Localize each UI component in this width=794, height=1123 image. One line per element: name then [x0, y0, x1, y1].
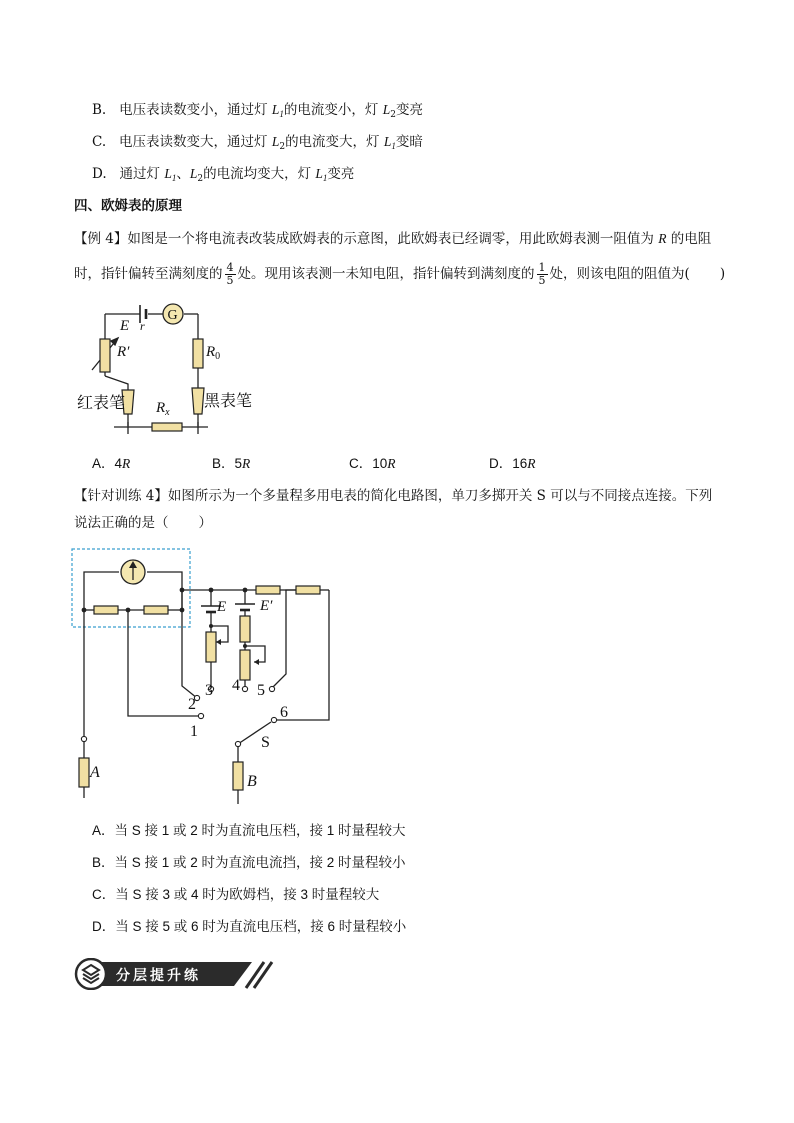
tr4-option-c: C．当 S 接 3 或 4 时为欧姆档，接 3 时量程较大 — [92, 887, 380, 902]
probe-b-label: B — [247, 773, 257, 790]
rprime-label: R′ — [117, 344, 130, 360]
fraction-1-5: $\frac{1}{5}$ — [538, 261, 546, 287]
resistor-r0 — [193, 339, 203, 368]
terminal-2-label: 2 — [188, 696, 196, 713]
ex4-option-a: A．4R — [92, 456, 131, 471]
probe-a-label: A — [90, 764, 100, 781]
ex4-option-c: C．10R — [349, 456, 396, 471]
multimeter-circuit-diagram — [66, 546, 346, 808]
option-b: B. 电压表读数变小，通过灯 $L_1$的电流变小，灯 $L_2$变亮 — [92, 102, 423, 120]
internal-resistance-label: r — [140, 319, 145, 333]
terminal-4-label: 4 — [232, 677, 240, 694]
terminal-6-label: 6 — [280, 704, 288, 721]
section-banner — [74, 958, 274, 990]
ex4-option-b: B．5R — [212, 456, 251, 471]
emf-e-label: E — [217, 599, 227, 615]
galvanometer-label: G — [167, 308, 178, 323]
series-resistor-2 — [296, 586, 320, 594]
example4-line1: 【例 4】如图是一个将电流表改装成欧姆表的示意图，此欧姆表已经调零，用此欧姆表测一阻值为 R 的电阻 — [74, 231, 712, 247]
series-resistor-1 — [256, 586, 280, 594]
terminal-1-label: 1 — [190, 723, 198, 740]
resistor-rx — [152, 423, 182, 431]
rheostat-e — [206, 632, 216, 662]
probe-b — [233, 762, 243, 790]
option-c: C. 电压表读数变大，通过灯 $L_2$的电流变大，灯 $L_1$变暗 — [92, 134, 423, 152]
training4-line1: 【针对训练 4】如图所示为一个多量程多用电表的简化电路图，单刀多掷开关 S 可以与不同接点连接。下列 — [74, 488, 713, 504]
terminal-3-label: 3 — [205, 682, 213, 699]
ohmmeter-circuit-diagram — [70, 296, 270, 440]
probe-a — [79, 758, 89, 787]
terminal-5-label: 5 — [257, 682, 265, 699]
ex4-option-d: D．16R — [489, 456, 536, 471]
emf-label: E — [120, 318, 130, 334]
red-pen-label: 红表笔 — [77, 393, 126, 412]
black-pen-label: 黑表笔 — [204, 391, 253, 410]
tr4-option-d: D．当 S 接 5 或 6 时为直流电压档，接 6 时量程较小 — [92, 919, 407, 934]
section-title: 四、欧姆表的原理 — [74, 198, 182, 214]
shunt-resistor-1 — [94, 606, 118, 614]
variable-resistor-rprime — [100, 339, 110, 372]
rheostat-eprime — [240, 650, 250, 680]
rx-label: $R_x$ — [156, 400, 170, 418]
fraction-4-5: $\frac{4}{5}$ — [226, 261, 234, 287]
r0-label: $R_0$ — [206, 344, 221, 362]
example4-line2: 时，指针偏转至满刻度的 $\frac{4}{5}$ 处。现用该表测一未知电阻，指针偏转到满刻度的 $\frac{1}{5}$ 处，则该电阻的阻值为( ) — [74, 261, 726, 287]
training4-line2: 说法正确的是（ ） — [74, 515, 213, 531]
switch-s-label: S — [261, 734, 270, 751]
option-d: D. 通过灯 $L_1$、$L_2$的电流均变大，灯 $L_1$变亮 — [92, 166, 355, 184]
banner-title: 分层提升练 — [116, 968, 201, 984]
emf-eprime-label: E′ — [260, 598, 273, 614]
tr4-option-b: B．当 S 接 1 或 2 时为直流电流挡，接 2 时量程较小 — [92, 855, 406, 870]
shunt-resistor-2 — [144, 606, 168, 614]
tr4-option-a: A．当 S 接 1 或 2 时为直流电压档，接 1 时量程较大 — [92, 823, 406, 838]
resistor-eprime — [240, 616, 250, 642]
black-probe — [192, 388, 204, 414]
